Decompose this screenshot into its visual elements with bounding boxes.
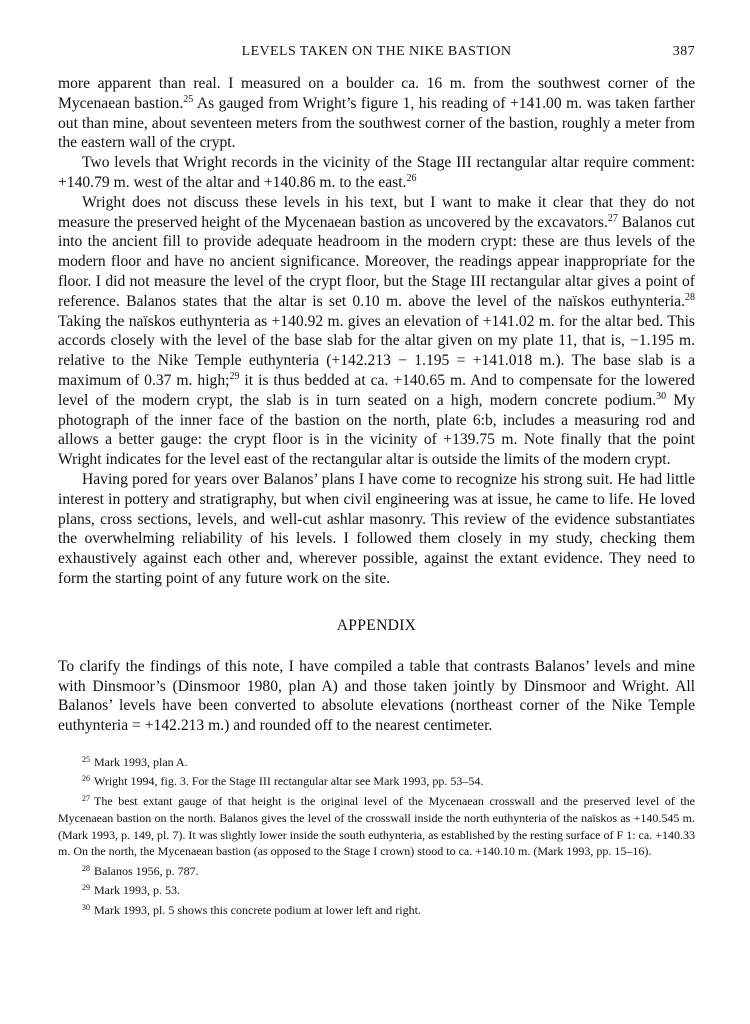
- page-number: 387: [672, 44, 695, 59]
- footnote-ref-28[interactable]: 28: [685, 291, 695, 303]
- paragraph-text: As gauged from Wright’s figure 1, his reading of +141.00 m. was taken farther out than mine, about seventeen meters from the southwest corner of the bastion, roughly a meter from the eastern wall of the crypt.: [58, 94, 695, 152]
- footnote-28: [58, 863, 695, 880]
- paragraph-text: My photograph of the inner face of the bastion on the north, plate 6:b, includes a measuring rod and allows a better gauge: the crypt floor is in the vicinity of +139.75 m. Note finally that the point Wright indicates for the level east of the rectangular altar is outside the limits of the modern crypt.: [58, 391, 695, 469]
- footnote-ref-29[interactable]: 29: [229, 370, 240, 382]
- footnote-text: Mark 1993, pl. 5 shows this concrete podium at lower left and right.: [94, 902, 421, 917]
- footnote-text: Wright 1994, fig. 3. For the Stage III rectangular altar see Mark 1993, pp. 53–54.: [94, 774, 484, 789]
- footnote-ref-27[interactable]: 27: [607, 212, 618, 224]
- document-page: [58, 40, 695, 919]
- footnote-text: The best extant gauge of that height is the original level of the Mycenaean crosswall and the preserved level of the Mycenaean bastion on the north. Balanos gives the level of the crosswall inside the north euthynteria of the naïskos as +140.545 m. (Mark 1993, p. 149, pl. 7). It was slightly lower inside the south euthynteria, as established by the resting surface of F 1: ca. +140.33 m. On the north, the Mycenaean bastion (as opposed to the Stage I crown) stood to ca. +140.10 m. (Mark 1993, pp. 15–16).: [58, 793, 695, 859]
- paragraph-4: Having pored for years over Balanos’ plans I have come to recognize his strong suit. He had little interest in pottery and stratigraphy, but when civil engineering was at issue, he came to life. He loved plans, cross sections, levels, and well-cut ashlar masonry. This review of the evidence substantiates the overwhelming reliability of his levels. I followed them closely in my study, checking them exhaustively against each other and, wherever possible, against the extant evidence. They need to form the starting point of any future work on the site.: [58, 470, 695, 587]
- footnote-number: 26: [82, 774, 90, 784]
- footnote-number: 27: [82, 793, 90, 803]
- footnote-29: [58, 882, 695, 899]
- footnote-27: [58, 793, 695, 861]
- paragraph-1: [58, 74, 695, 153]
- footnote-ref-30[interactable]: 30: [656, 390, 667, 402]
- footnote-30: [58, 902, 695, 919]
- paragraph-text: Taking the naïskos euthynteria as +140.92 m. gives an elevation of +141.02 m. for the altar bed. This accords closely with the level of the base slab for the altar given on my plate 11, that is, −1.195 m. relative to the Nike Temple euthynteria (+142.213 − 1.195 = +141.018 m.). The base slab is a maximum of 0.37 m. high;: [58, 312, 695, 389]
- running-title: LEVELS TAKEN ON THE NIKE BASTION: [241, 44, 512, 59]
- footnote-26: [58, 773, 695, 790]
- footnote-text: Mark 1993, p. 53.: [94, 883, 180, 898]
- paragraph-text: more apparent than real. I measured on a boulder ca. 16 m. from the southwest corner of the Mycenaean bastion.: [58, 75, 695, 112]
- footnote-number: 28: [82, 863, 90, 873]
- footnote-number: 30: [82, 902, 90, 912]
- footnote-ref-26[interactable]: 26: [406, 172, 417, 184]
- paragraph-text: Two levels that Wright records in the vicinity of the Stage III rectangular altar require comment: +140.79 m. west of the altar and +140.86 m. to the east.: [58, 154, 695, 191]
- body-text: [58, 74, 695, 736]
- footnote-number: 25: [82, 754, 90, 764]
- running-header: [58, 40, 695, 62]
- appendix-paragraph: To clarify the findings of this note, I have compiled a table that contrasts Balanos’ levels and mine with Dinsmoor’s (Dinsmoor 1980, plan A) and those taken jointly by Dinsmoor and Wright. All Balanos’ levels have been converted to absolute elevations (northeast corner of the Nike Temple euthynteria = +142.213 m.) and rounded off to the nearest centimeter.: [58, 657, 695, 735]
- footnote-ref-25[interactable]: 25: [183, 93, 194, 105]
- footnotes: [58, 754, 695, 919]
- paragraph-text: Wright does not discuss these levels in his text, but I want to make it clear that they do not measure the preserved height of the Mycenaean bastion as uncovered by the excavators.: [58, 193, 695, 231]
- paragraph-2: [58, 153, 695, 193]
- footnote-text: Mark 1993, plan A.: [94, 754, 188, 769]
- appendix-heading: APPENDIX: [336, 616, 417, 634]
- footnote-25: [58, 754, 695, 771]
- paragraph-text: it is thus bedded at ca. +140.65 m. And to compensate for the lowered level of the modern crypt, the slab is in turn seated on a high, modern concrete podium.: [58, 371, 695, 409]
- footnote-text: Balanos 1956, p. 787.: [94, 863, 199, 878]
- paragraph-text: Balanos cut into the ancient fill to provide adequate headroom in the modern crypt: these are thus levels of the modern floor and have no ancient significance. Moreover, the readings appear inappropriate for the floor. I did not measure the level of the crypt floor, but the Stage III rectangular altar gives a point of reference. Balanos states that the altar is set 0.10 m. above the level of the naïskos euthynteria.: [58, 213, 695, 310]
- footnote-number: 29: [82, 883, 90, 893]
- paragraph-3: [58, 193, 695, 470]
